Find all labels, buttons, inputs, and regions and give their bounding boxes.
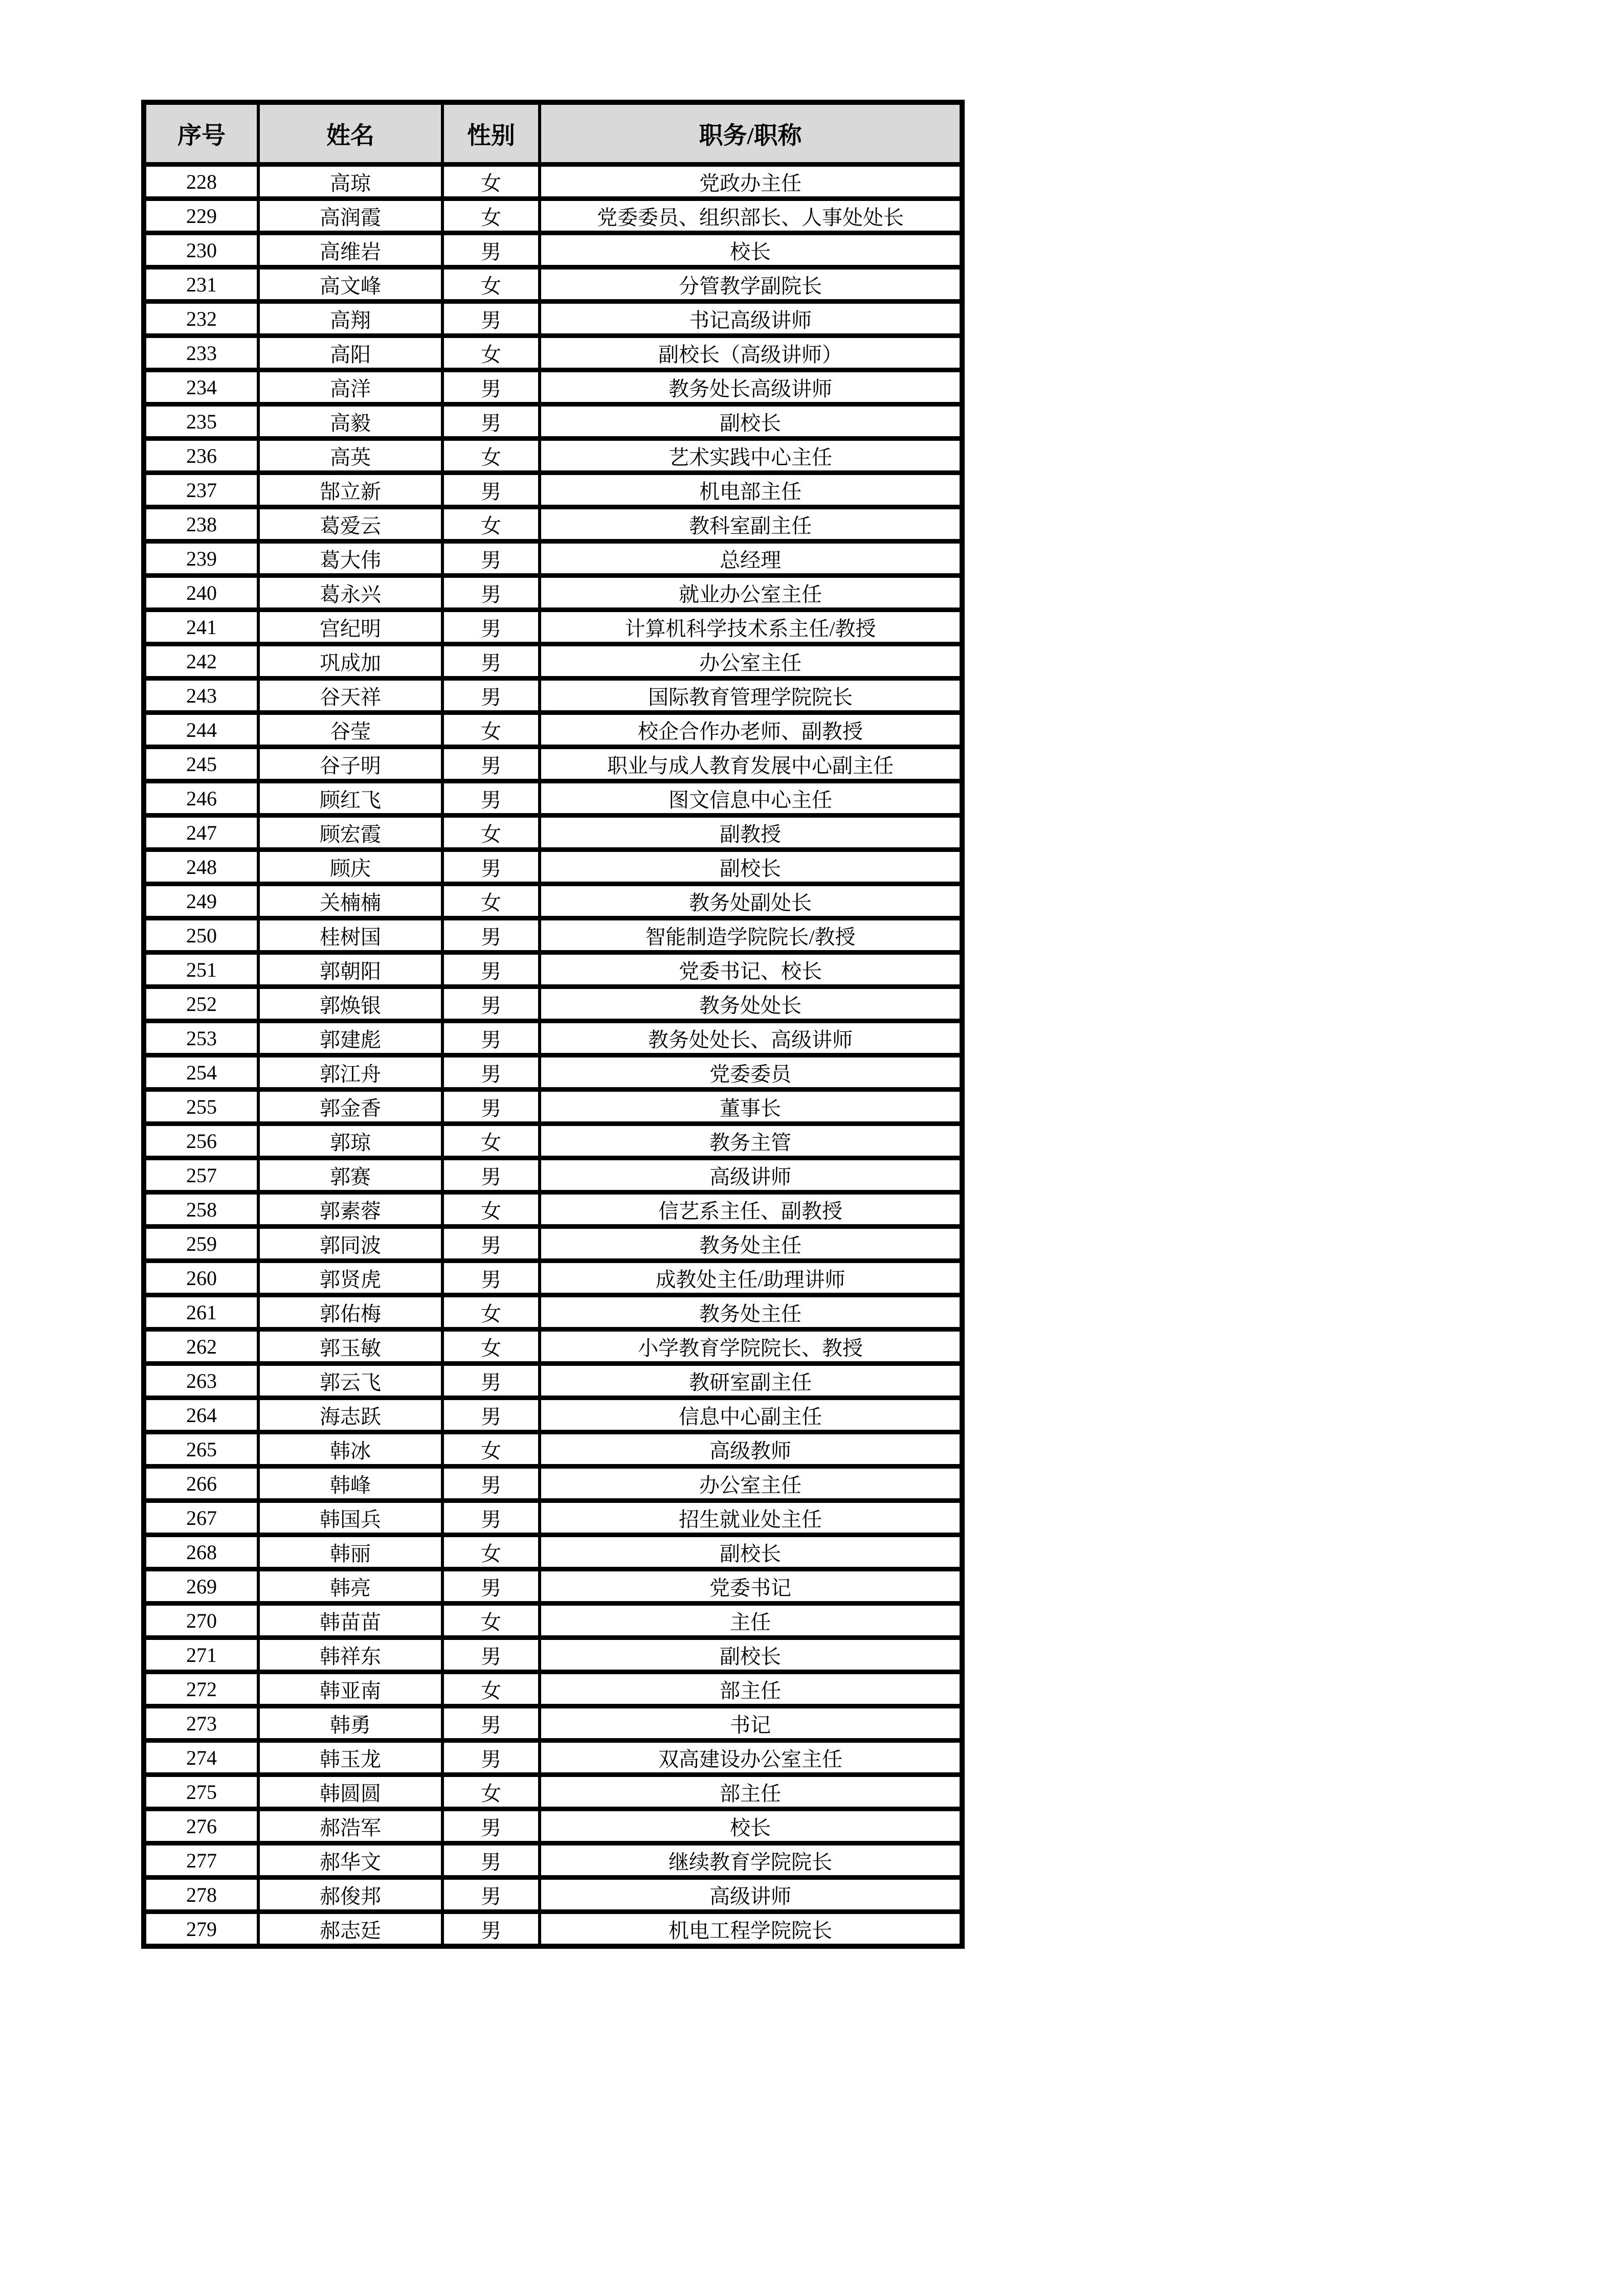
table-row: [144, 1741, 962, 1775]
name-cell: 郝华文: [258, 1843, 442, 1878]
gender-cell: 男: [442, 1638, 540, 1672]
gender-cell: 女: [442, 336, 540, 370]
name-cell: 顾宏霞: [258, 816, 442, 850]
table-row: [144, 404, 962, 439]
table-row: [144, 1535, 962, 1569]
gender-cell: 男: [442, 987, 540, 1021]
name-cell: 宫纪明: [258, 610, 442, 644]
gender-cell: 男: [442, 473, 540, 507]
table-row: [144, 1398, 962, 1432]
name-cell: 郭云飞: [258, 1364, 442, 1398]
number-cell: 273: [144, 1706, 258, 1741]
title-cell: 校企合作办老师、副教授: [540, 713, 962, 747]
table-row: [144, 679, 962, 713]
name-cell: 郝俊邦: [258, 1878, 442, 1912]
table-row: [144, 1672, 962, 1706]
name-cell: 郭建彪: [258, 1021, 442, 1055]
name-cell: 高翔: [258, 302, 442, 336]
table-row: [144, 1090, 962, 1124]
name-cell: 高润霞: [258, 199, 442, 233]
title-cell: 党委书记、校长: [540, 953, 962, 987]
table-row: [144, 1638, 962, 1672]
gender-cell: 男: [442, 1878, 540, 1912]
name-cell: 郜立新: [258, 473, 442, 507]
table-row: [144, 542, 962, 576]
name-cell: 谷莹: [258, 713, 442, 747]
number-cell: 278: [144, 1878, 258, 1912]
gender-cell: 男: [442, 679, 540, 713]
title-cell: 分管教学副院长: [540, 267, 962, 302]
table-row: [144, 199, 962, 233]
title-cell: 副校长: [540, 1535, 962, 1569]
title-cell: 教务处长高级讲师: [540, 370, 962, 404]
gender-cell: 女: [442, 1330, 540, 1364]
name-cell: 韩圆圆: [258, 1775, 442, 1809]
header-cell-number: 序号: [144, 102, 258, 165]
name-cell: 韩祥东: [258, 1638, 442, 1672]
name-cell: 郭金香: [258, 1090, 442, 1124]
number-cell: 256: [144, 1124, 258, 1158]
number-cell: 234: [144, 370, 258, 404]
title-cell: 艺术实践中心主任: [540, 439, 962, 473]
table-row: [144, 1295, 962, 1330]
name-cell: 葛大伟: [258, 542, 442, 576]
gender-cell: 女: [442, 1124, 540, 1158]
table-row: [144, 336, 962, 370]
gender-cell: 男: [442, 747, 540, 781]
name-cell: 郭赛: [258, 1158, 442, 1192]
table-row: [144, 987, 962, 1021]
staff-table: [141, 100, 965, 1949]
name-cell: 韩亮: [258, 1569, 442, 1604]
number-cell: 269: [144, 1569, 258, 1604]
title-cell: 副校长: [540, 1638, 962, 1672]
title-cell: 小学教育学院院长、教授: [540, 1330, 962, 1364]
gender-cell: 男: [442, 1398, 540, 1432]
title-cell: 教务处副处长: [540, 884, 962, 918]
title-cell: 教务处处长、高级讲师: [540, 1021, 962, 1055]
name-cell: 郝志廷: [258, 1912, 442, 1947]
table-row: [144, 1364, 962, 1398]
gender-cell: 女: [442, 165, 540, 199]
gender-cell: 女: [442, 816, 540, 850]
name-cell: 郭佑梅: [258, 1295, 442, 1330]
name-cell: 郭琼: [258, 1124, 442, 1158]
number-cell: 274: [144, 1741, 258, 1775]
number-cell: 242: [144, 644, 258, 679]
table-row: [144, 644, 962, 679]
table-body: [144, 165, 962, 1947]
table-row: [144, 747, 962, 781]
table-row: [144, 1432, 962, 1467]
table-row: [144, 953, 962, 987]
gender-cell: 女: [442, 1672, 540, 1706]
table-row: [144, 1569, 962, 1604]
title-cell: 双高建设办公室主任: [540, 1741, 962, 1775]
number-cell: 241: [144, 610, 258, 644]
gender-cell: 女: [442, 439, 540, 473]
table-row: [144, 233, 962, 267]
title-cell: 信艺系主任、副教授: [540, 1192, 962, 1227]
gender-cell: 男: [442, 1706, 540, 1741]
title-cell: 董事长: [540, 1090, 962, 1124]
title-cell: 计算机科学技术系主任/教授: [540, 610, 962, 644]
gender-cell: 男: [442, 1501, 540, 1535]
gender-cell: 女: [442, 199, 540, 233]
name-cell: 郭江舟: [258, 1055, 442, 1090]
title-cell: 部主任: [540, 1672, 962, 1706]
title-cell: 书记高级讲师: [540, 302, 962, 336]
title-cell: 智能制造学院院长/教授: [540, 918, 962, 953]
table-header: [144, 102, 962, 165]
title-cell: 成教处主任/助理讲师: [540, 1261, 962, 1295]
gender-cell: 男: [442, 576, 540, 610]
table-row: [144, 1843, 962, 1878]
number-cell: 271: [144, 1638, 258, 1672]
gender-cell: 女: [442, 1295, 540, 1330]
name-cell: 桂树国: [258, 918, 442, 953]
name-cell: 高英: [258, 439, 442, 473]
title-cell: 办公室主任: [540, 644, 962, 679]
gender-cell: 女: [442, 1535, 540, 1569]
number-cell: 240: [144, 576, 258, 610]
name-cell: 海志跃: [258, 1398, 442, 1432]
number-cell: 247: [144, 816, 258, 850]
title-cell: 教务主管: [540, 1124, 962, 1158]
name-cell: 高毅: [258, 404, 442, 439]
number-cell: 257: [144, 1158, 258, 1192]
gender-cell: 女: [442, 507, 540, 542]
table-row: [144, 1330, 962, 1364]
gender-cell: 男: [442, 644, 540, 679]
table-row: [144, 473, 962, 507]
number-cell: 260: [144, 1261, 258, 1295]
title-cell: 总经理: [540, 542, 962, 576]
number-cell: 252: [144, 987, 258, 1021]
table-row: [144, 1878, 962, 1912]
name-cell: 高洋: [258, 370, 442, 404]
header-cell-title: 职务/职称: [540, 102, 962, 165]
title-cell: 招生就业处主任: [540, 1501, 962, 1535]
number-cell: 275: [144, 1775, 258, 1809]
name-cell: 郝浩军: [258, 1809, 442, 1843]
gender-cell: 男: [442, 1261, 540, 1295]
number-cell: 250: [144, 918, 258, 953]
name-cell: 巩成加: [258, 644, 442, 679]
name-cell: 韩勇: [258, 1706, 442, 1741]
table-row: [144, 507, 962, 542]
title-cell: 办公室主任: [540, 1467, 962, 1501]
title-cell: 信息中心副主任: [540, 1398, 962, 1432]
table-row: [144, 1055, 962, 1090]
gender-cell: 男: [442, 404, 540, 439]
title-cell: 教研室副主任: [540, 1364, 962, 1398]
table-row: [144, 884, 962, 918]
title-cell: 教科室副主任: [540, 507, 962, 542]
table-row: [144, 610, 962, 644]
number-cell: 237: [144, 473, 258, 507]
title-cell: 机电部主任: [540, 473, 962, 507]
table-row: [144, 713, 962, 747]
title-cell: 党委书记: [540, 1569, 962, 1604]
gender-cell: 男: [442, 1021, 540, 1055]
table-row: [144, 816, 962, 850]
gender-cell: 女: [442, 1432, 540, 1467]
table-row: [144, 1192, 962, 1227]
name-cell: 高琼: [258, 165, 442, 199]
name-cell: 韩丽: [258, 1535, 442, 1569]
name-cell: 谷天祥: [258, 679, 442, 713]
title-cell: 职业与成人教育发展中心副主任: [540, 747, 962, 781]
table-row: [144, 918, 962, 953]
number-cell: 249: [144, 884, 258, 918]
number-cell: 267: [144, 1501, 258, 1535]
table-row: [144, 1912, 962, 1947]
title-cell: 副校长: [540, 404, 962, 439]
table-row: [144, 267, 962, 302]
number-cell: 236: [144, 439, 258, 473]
table-row: [144, 1021, 962, 1055]
name-cell: 葛永兴: [258, 576, 442, 610]
number-cell: 238: [144, 507, 258, 542]
gender-cell: 男: [442, 233, 540, 267]
title-cell: 副校长（高级讲师）: [540, 336, 962, 370]
name-cell: 顾庆: [258, 850, 442, 884]
name-cell: 高阳: [258, 336, 442, 370]
title-cell: 高级讲师: [540, 1158, 962, 1192]
name-cell: 郭贤虎: [258, 1261, 442, 1295]
number-cell: 258: [144, 1192, 258, 1227]
title-cell: 高级教师: [540, 1432, 962, 1467]
name-cell: 韩峰: [258, 1467, 442, 1501]
number-cell: 235: [144, 404, 258, 439]
number-cell: 261: [144, 1295, 258, 1330]
name-cell: 高文峰: [258, 267, 442, 302]
title-cell: 教务处主任: [540, 1295, 962, 1330]
title-cell: 党委委员、组织部长、人事处处长: [540, 199, 962, 233]
number-cell: 244: [144, 713, 258, 747]
number-cell: 232: [144, 302, 258, 336]
number-cell: 279: [144, 1912, 258, 1947]
gender-cell: 男: [442, 1809, 540, 1843]
table-row: [144, 1158, 962, 1192]
number-cell: 245: [144, 747, 258, 781]
title-cell: 继续教育学院院长: [540, 1843, 962, 1878]
gender-cell: 男: [442, 610, 540, 644]
number-cell: 255: [144, 1090, 258, 1124]
title-cell: 校长: [540, 233, 962, 267]
name-cell: 韩亚南: [258, 1672, 442, 1706]
gender-cell: 男: [442, 1467, 540, 1501]
gender-cell: 男: [442, 1569, 540, 1604]
gender-cell: 男: [442, 370, 540, 404]
name-cell: 高维岩: [258, 233, 442, 267]
table-row: [144, 370, 962, 404]
gender-cell: 男: [442, 850, 540, 884]
table-row: [144, 1604, 962, 1638]
table-row: [144, 165, 962, 199]
title-cell: 副教授: [540, 816, 962, 850]
number-cell: 263: [144, 1364, 258, 1398]
gender-cell: 女: [442, 884, 540, 918]
gender-cell: 男: [442, 1227, 540, 1261]
name-cell: 关楠楠: [258, 884, 442, 918]
number-cell: 248: [144, 850, 258, 884]
gender-cell: 男: [442, 302, 540, 336]
gender-cell: 男: [442, 781, 540, 816]
number-cell: 277: [144, 1843, 258, 1878]
name-cell: 顾红飞: [258, 781, 442, 816]
title-cell: 校长: [540, 1809, 962, 1843]
title-cell: 党委委员: [540, 1055, 962, 1090]
name-cell: 韩冰: [258, 1432, 442, 1467]
gender-cell: 女: [442, 267, 540, 302]
title-cell: 教务处处长: [540, 987, 962, 1021]
number-cell: 254: [144, 1055, 258, 1090]
table-row: [144, 1467, 962, 1501]
title-cell: 国际教育管理学院院长: [540, 679, 962, 713]
number-cell: 253: [144, 1021, 258, 1055]
gender-cell: 女: [442, 1775, 540, 1809]
name-cell: 郭玉敏: [258, 1330, 442, 1364]
number-cell: 233: [144, 336, 258, 370]
number-cell: 243: [144, 679, 258, 713]
table-row: [144, 1261, 962, 1295]
gender-cell: 男: [442, 953, 540, 987]
gender-cell: 女: [442, 713, 540, 747]
title-cell: 就业办公室主任: [540, 576, 962, 610]
header-row: [144, 102, 962, 165]
title-cell: 高级讲师: [540, 1878, 962, 1912]
header-cell-gender: 性别: [442, 102, 540, 165]
name-cell: 葛爱云: [258, 507, 442, 542]
title-cell: 部主任: [540, 1775, 962, 1809]
gender-cell: 男: [442, 1843, 540, 1878]
name-cell: 郭同波: [258, 1227, 442, 1261]
table-row: [144, 439, 962, 473]
gender-cell: 男: [442, 1158, 540, 1192]
name-cell: 韩国兵: [258, 1501, 442, 1535]
number-cell: 231: [144, 267, 258, 302]
gender-cell: 男: [442, 1912, 540, 1947]
name-cell: 韩玉龙: [258, 1741, 442, 1775]
table-row: [144, 850, 962, 884]
table-row: [144, 302, 962, 336]
number-cell: 259: [144, 1227, 258, 1261]
title-cell: 党政办主任: [540, 165, 962, 199]
header-cell-name: 姓名: [258, 102, 442, 165]
name-cell: 韩苗苗: [258, 1604, 442, 1638]
table-row: [144, 1227, 962, 1261]
number-cell: 266: [144, 1467, 258, 1501]
gender-cell: 女: [442, 1604, 540, 1638]
table-row: [144, 576, 962, 610]
number-cell: 270: [144, 1604, 258, 1638]
title-cell: 副校长: [540, 850, 962, 884]
gender-cell: 男: [442, 918, 540, 953]
name-cell: 郭素蓉: [258, 1192, 442, 1227]
gender-cell: 男: [442, 542, 540, 576]
table-row: [144, 1706, 962, 1741]
name-cell: 谷子明: [258, 747, 442, 781]
number-cell: 239: [144, 542, 258, 576]
name-cell: 郭焕银: [258, 987, 442, 1021]
number-cell: 276: [144, 1809, 258, 1843]
title-cell: 主任: [540, 1604, 962, 1638]
title-cell: 机电工程学院院长: [540, 1912, 962, 1947]
gender-cell: 男: [442, 1055, 540, 1090]
title-cell: 书记: [540, 1706, 962, 1741]
title-cell: 图文信息中心主任: [540, 781, 962, 816]
table-row: [144, 1124, 962, 1158]
number-cell: 246: [144, 781, 258, 816]
gender-cell: 男: [442, 1090, 540, 1124]
number-cell: 265: [144, 1432, 258, 1467]
number-cell: 272: [144, 1672, 258, 1706]
name-cell: 郭朝阳: [258, 953, 442, 987]
number-cell: 264: [144, 1398, 258, 1432]
table-row: [144, 1775, 962, 1809]
number-cell: 229: [144, 199, 258, 233]
number-cell: 262: [144, 1330, 258, 1364]
number-cell: 268: [144, 1535, 258, 1569]
number-cell: 251: [144, 953, 258, 987]
gender-cell: 女: [442, 1192, 540, 1227]
table-row: [144, 1501, 962, 1535]
gender-cell: 男: [442, 1741, 540, 1775]
title-cell: 教务处主任: [540, 1227, 962, 1261]
table-row: [144, 1809, 962, 1843]
gender-cell: 男: [442, 1364, 540, 1398]
number-cell: 230: [144, 233, 258, 267]
table-row: [144, 781, 962, 816]
number-cell: 228: [144, 165, 258, 199]
